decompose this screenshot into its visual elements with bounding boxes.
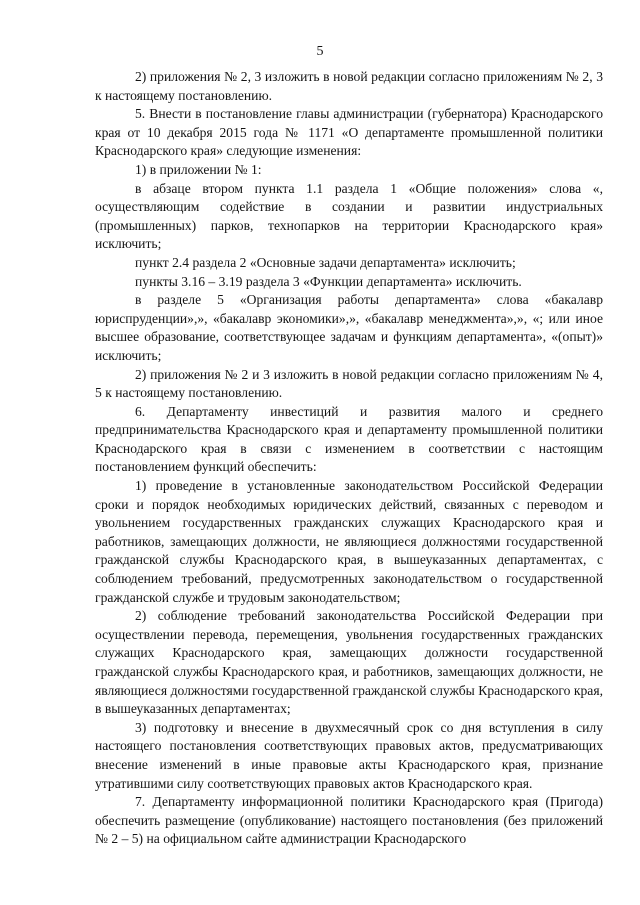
paragraph: 2) приложения № 2, 3 изложить в новой редакции согласно приложениям № 2, 3 к настоящему постановлению. xyxy=(95,69,603,103)
paragraph: пункты 3.16 – 3.19 раздела 3 «Функции департамента» исключить. xyxy=(135,273,522,289)
paragraph: 1) проведение в установленные законодательством Российской Федерации сроки и порядок необходимых юридических действий, связанных с переводом и увольнением государственных гражданских служащих Краснодарского края и работников, замещающих должности, не являющиеся должностями государственной гражданской службы Краснодарского края, в вышеуказанных департаментах, с соблюдением требований, предусмотренных законодательством о государственной гражданской службе и трудовым законодательством; xyxy=(95,478,603,605)
paragraph: пункт 2.4 раздела 2 «Основные задачи департамента» исключить; xyxy=(135,254,516,270)
document-body xyxy=(95,68,603,849)
paragraph: 5. Внести в постановление главы администрации (губернатора) Краснодарского края от 10 декабря 2015 года № 1171 «О департаменте промышленной политики Краснодарского края» следующие изменения: xyxy=(95,106,603,159)
paragraph: 2) приложения № 2 и 3 изложить в новой редакции согласно приложениям № 4, 5 к настоящему постановлению. xyxy=(95,366,603,401)
paragraph: 1) в приложении № 1: xyxy=(135,161,262,177)
paragraph: 2) соблюдение требований законодательства Российской Федерации при осуществлении перевода, перемещения, увольнения государственных гражданских служащих Краснодарского края, замещающих должности государственной гражданской службы Краснодарского края, и работников, замещающих должности, не являющиеся должностями государственной гражданской службы Краснодарского края, в вышеуказанных департаментах; xyxy=(95,608,603,717)
page-number: 5 xyxy=(316,44,324,59)
paragraph: 3) подготовку и внесение в двухмесячный срок со дня вступления в силу настоящего постановления соответствующих правовых актов, предусматривающих внесение изменений в иные правовые акты Краснодарского края, признание утратившими силу соответствующих правовых актов Краснодарского края. xyxy=(95,719,603,791)
paragraph: в разделе 5 «Организация работы департамента» слова «бакалавр юриспруденции»,», «бакалавр экономики»,», «бакалавр менеджмента»,», «; или иное высшее образование, соответствующее задачам и функциям департамента», «(опыт)» исключить; xyxy=(95,292,603,363)
paragraph: 6. Департаменту инвестиций и развития малого и среднего предпринимательства Краснодарского края и департаменту промышленной политики Краснодарского края в связи с изменением в соответствии с настоящим постановлением функций обеспечить: xyxy=(95,403,603,475)
paragraph: в абзаце втором пункта 1.1 раздела 1 «Общие положения» слова «, осуществляющим содействие в создании и развитии индустриальных (промышленных) парков, технопарков на территории Краснодарского края» исключить; xyxy=(95,180,603,252)
paragraph: 7. Департаменту информационной политики Краснодарского края (Пригода) обеспечить размещение (опубликование) настоящего постановления (без приложений № 2 – 5) на официальном сайте администрации Краснодарского xyxy=(95,794,603,847)
